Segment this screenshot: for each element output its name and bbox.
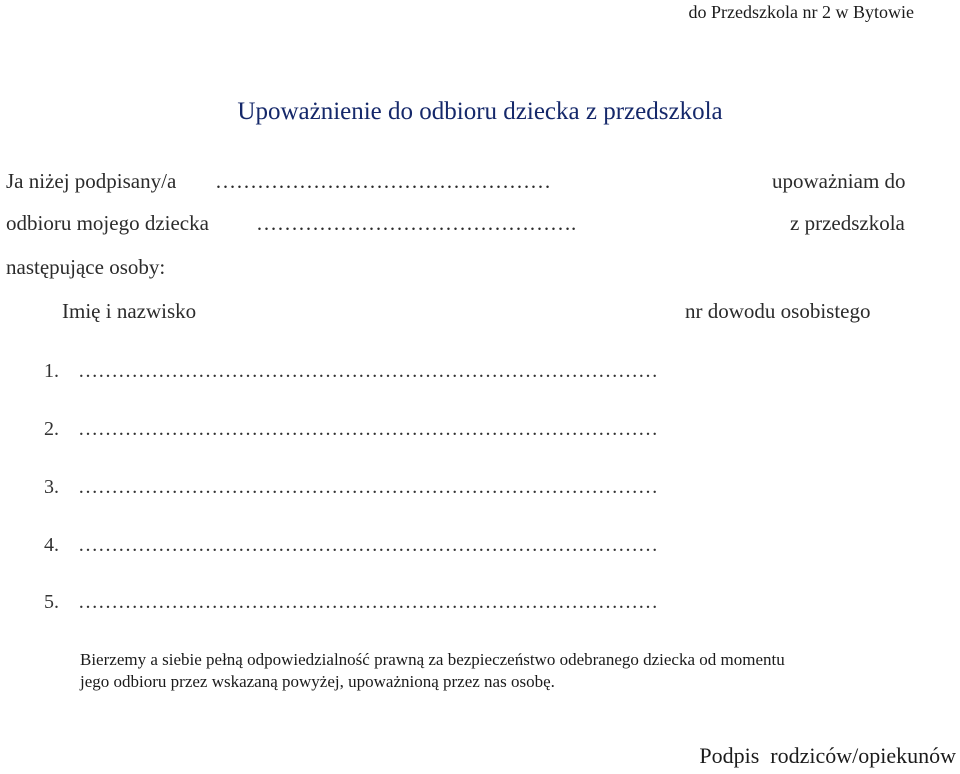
entry-line: …………………………………………………………………………… xyxy=(78,360,658,382)
entry-number: 3. xyxy=(44,476,59,498)
responsibility-line-2: jego odbioru przez wskazaną powyżej, upoważnioną przez nas osobę. xyxy=(80,672,555,691)
responsibility-line-1: Bierzemy a siebie pełną odpowiedzialność prawną za bezpieczeństwo odebranego dziecka od momentu xyxy=(80,650,785,669)
entry-number: 4. xyxy=(44,534,59,556)
header-note: do Przedszkola nr 2 w Bytowie xyxy=(688,2,914,22)
intro-line-1-start: Ja niżej podpisany/a xyxy=(6,169,177,193)
column-header-name: Imię i nazwisko xyxy=(62,299,197,323)
entry-number: 5. xyxy=(44,591,59,613)
parent-name-field: ………………………………………… xyxy=(215,169,551,193)
intro-line-3: następujące osoby: xyxy=(6,255,166,279)
intro-line-2-start: odbioru mojego dziecka xyxy=(6,211,209,235)
entry-line: …………………………………………………………………………… xyxy=(78,534,658,556)
signature-label: Podpis rodziców/opiekunów xyxy=(699,743,956,768)
entry-line: …………………………………………………………………………… xyxy=(78,418,658,440)
entry-number: 2. xyxy=(44,418,59,440)
entry-number: 1. xyxy=(44,360,59,382)
child-name-field: ………………………………………. xyxy=(256,211,577,235)
intro-line-2-end: z przedszkola xyxy=(790,211,905,235)
entry-line: …………………………………………………………………………… xyxy=(78,476,658,498)
document-title: Upoważnienie do odbioru dziecka z przedszkola xyxy=(237,98,723,125)
column-header-id: nr dowodu osobistego xyxy=(685,299,871,323)
entry-line: …………………………………………………………………………… xyxy=(78,591,658,613)
intro-line-1-end: upoważniam do xyxy=(772,169,906,193)
